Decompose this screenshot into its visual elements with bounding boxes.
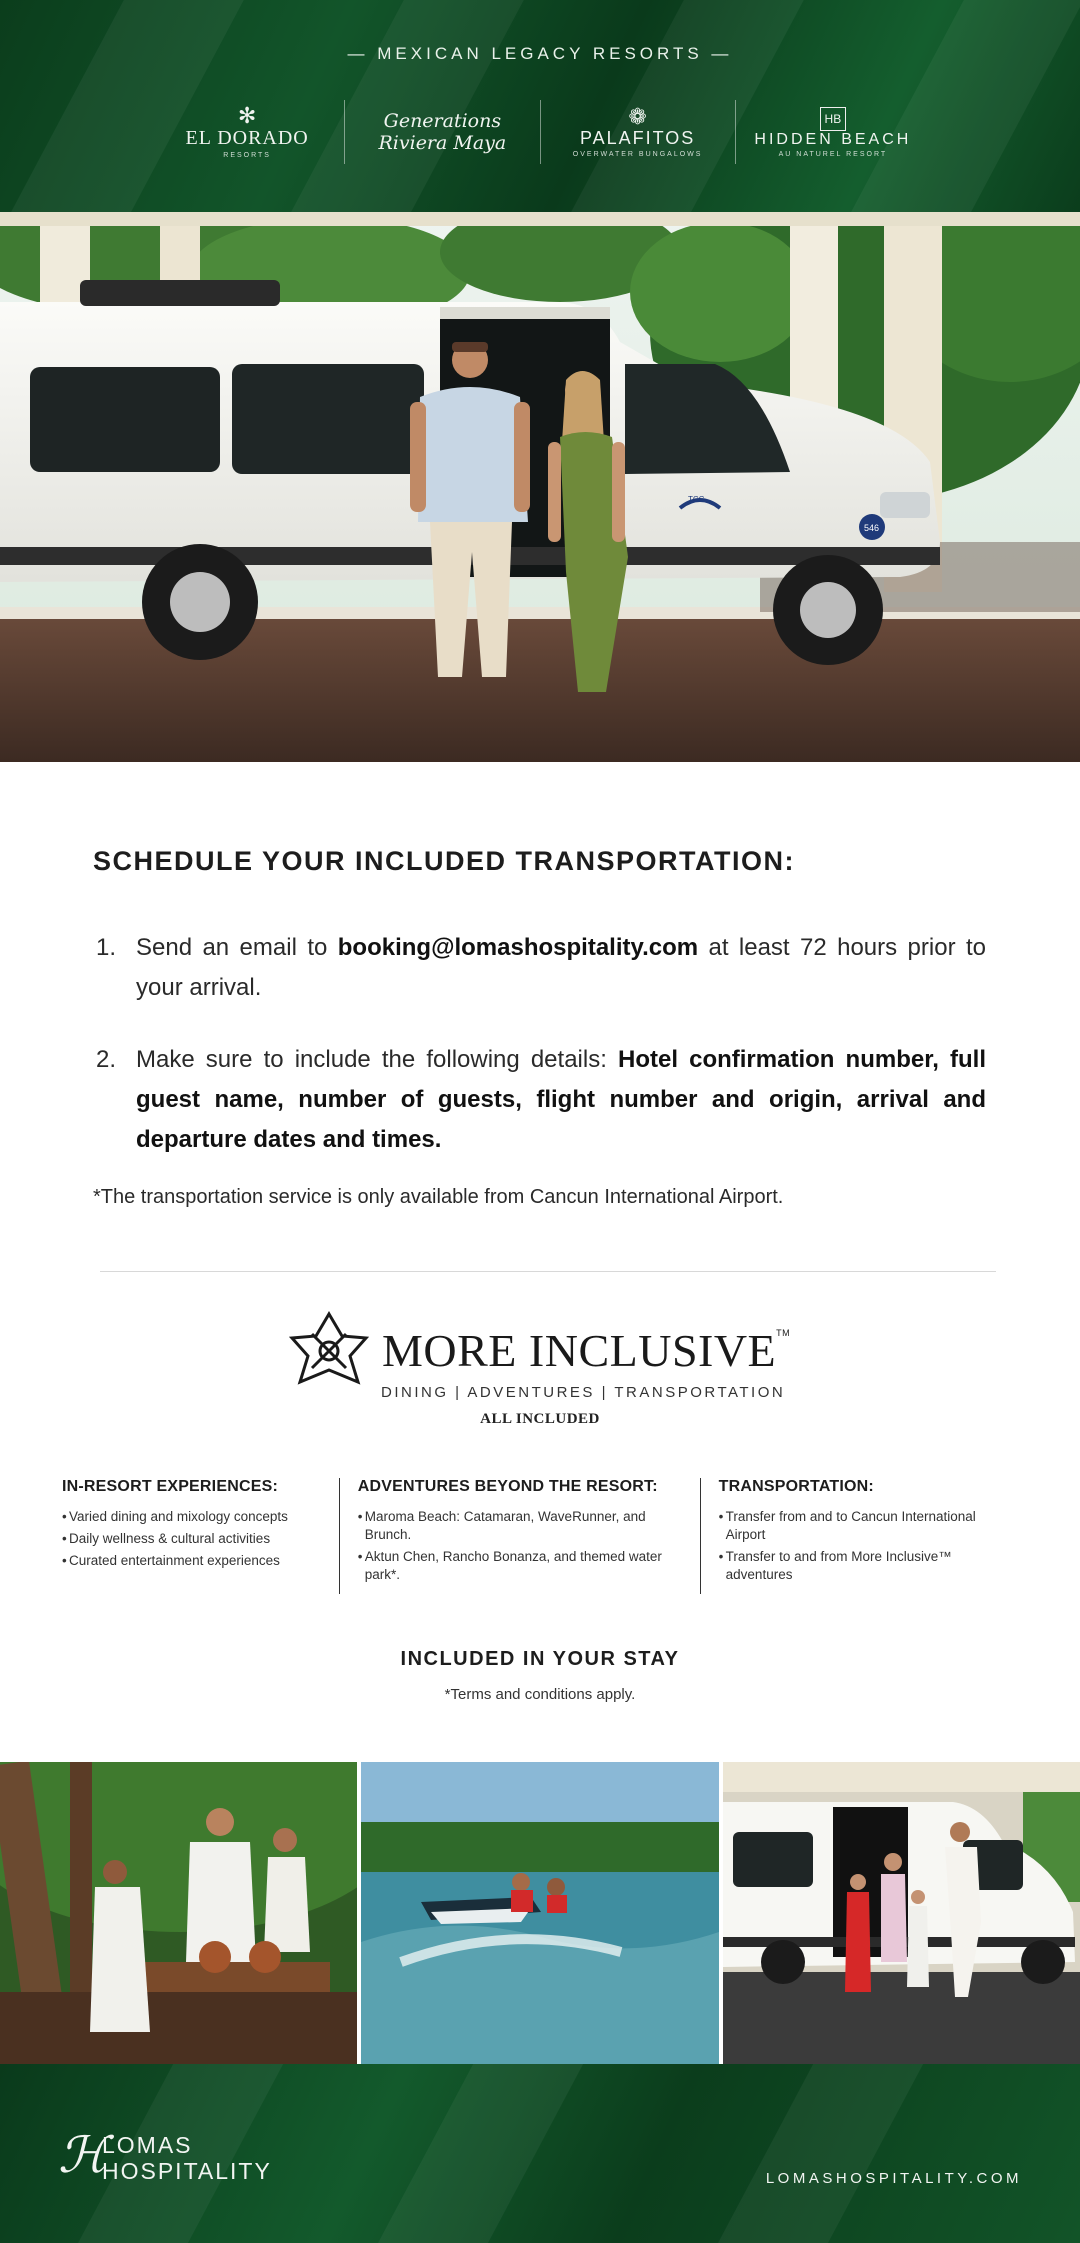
included-heading: INCLUDED IN YOUR STAY bbox=[400, 1648, 680, 1670]
step-item: 1. Send an email to booking@lomashospitality.com at least 72 hours prior to your arrival. bbox=[96, 934, 986, 1001]
hero-photo-van-couple bbox=[0, 212, 1080, 762]
flower-icon: ❁ bbox=[628, 104, 647, 129]
van-brand: TCC bbox=[688, 495, 705, 504]
resort-logos bbox=[150, 92, 930, 172]
transportation-column bbox=[700, 1478, 1027, 1594]
booking-email-link[interactable]: booking@lomashospitality.com bbox=[337, 934, 699, 961]
schedule-steps bbox=[96, 928, 986, 1192]
palm-tree-icon: ✻ bbox=[237, 103, 257, 128]
resorts-header bbox=[0, 0, 1080, 212]
terms-note: *Terms and conditions apply. bbox=[444, 1686, 636, 1703]
hb-monogram-icon: HB bbox=[820, 107, 846, 131]
in-resort-column bbox=[62, 1478, 339, 1594]
column-heading: IN-RESORT EXPERIENCES: bbox=[62, 1478, 278, 1495]
list-item: • Varied dining and mixology concepts bbox=[62, 1508, 327, 1526]
schedule-title: SCHEDULE YOUR INCLUDED TRANSPORTATION: bbox=[93, 846, 796, 876]
column-heading: TRANSPORTATION: bbox=[718, 1478, 874, 1495]
eldorado-logo: ✻ EL DORADO RESORTS bbox=[150, 105, 344, 159]
all-included-label: ALL INCLUDED bbox=[480, 1411, 600, 1427]
dining-photo bbox=[0, 1762, 357, 2064]
lomas-footer: ℋ LOMAS HOSPITALITY LOMASHOSPITALITY.COM bbox=[0, 2064, 1080, 2243]
more-inclusive-emblem-icon bbox=[284, 1306, 374, 1396]
list-item: • Aktun Chen, Rancho Bonanza, and themed water park*. bbox=[358, 1548, 688, 1584]
list-item: • Transfer from and to Cancun International Airport bbox=[719, 1508, 1015, 1544]
section-divider bbox=[100, 1271, 996, 1272]
column-heading: ADVENTURES BEYOND THE RESORT: bbox=[357, 1478, 658, 1495]
more-inclusive-subtitle: DINING | ADVENTURES | TRANSPORTATION bbox=[381, 1384, 786, 1401]
generations-logo: Generations Riviera Maya bbox=[378, 110, 507, 154]
website-link[interactable]: LOMASHOSPITALITY.COM bbox=[765, 2170, 1022, 2187]
palafitos-logo: ❁ PALAFITOS OVERWATER BUNGALOWS bbox=[541, 106, 735, 158]
more-inclusive-title: MORE INCLUSIVE™ bbox=[382, 1325, 791, 1376]
trademark: TM bbox=[776, 1328, 791, 1338]
family-van-photo bbox=[723, 1762, 1080, 2064]
inclusions-columns bbox=[62, 1478, 1027, 1594]
list-item: • Daily wellness & cultural activities bbox=[62, 1530, 327, 1548]
list-item: • Maroma Beach: Catamaran, WaveRunner, and Brunch. bbox=[358, 1508, 688, 1544]
hidden-beach-logo: HB HIDDEN BEACH AU NATUREL RESORT bbox=[736, 107, 930, 158]
more-inclusive-logo bbox=[280, 1300, 820, 1400]
airport-note: *The transportation service is only available from Cancun International Airport. bbox=[93, 1186, 784, 1208]
header-tagline: — MEXICAN LEGACY RESORTS — bbox=[347, 44, 733, 63]
lomas-monogram-icon: ℋ bbox=[58, 2126, 108, 2184]
van-number: 546 bbox=[864, 523, 880, 533]
list-item: • Transfer to and from More Inclusive™ adventures bbox=[719, 1548, 1015, 1584]
photo-strip bbox=[0, 1762, 1080, 2064]
list-item: • Curated entertainment experiences bbox=[62, 1552, 327, 1570]
step-item: 2. Make sure to include the following details: Hotel confirmation number, full guest name, number of guests, flight number and origin, arrival and departure dates and times. bbox=[96, 1046, 986, 1153]
jetski-photo bbox=[361, 1762, 719, 2064]
adventures-column bbox=[339, 1478, 700, 1594]
